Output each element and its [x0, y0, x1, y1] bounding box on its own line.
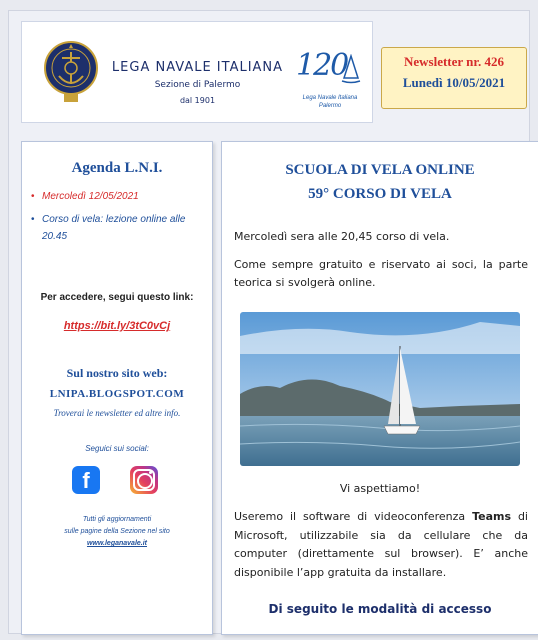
site-url-link[interactable]: LNIPA.BLOGSPOT.COM — [49, 388, 185, 400]
agenda-title: Agenda L.N.I. — [71, 160, 163, 176]
anniversary-caption: Lega Navale Italiana Palermo — [302, 95, 358, 109]
bullet-icon: • — [31, 191, 35, 202]
header-banner — [21, 21, 373, 123]
facebook-icon[interactable]: f — [72, 466, 100, 494]
photo-caption: Vi aspettiamo! — [339, 482, 421, 495]
anniversary-number: 120 — [296, 48, 348, 83]
article-paragraph: Come sempre gratuito e riservato ai soci, la parte teorica si svolgerà online. — [234, 258, 528, 289]
agenda-item: • Mercoledì 12/05/2021 — [28, 188, 208, 205]
article-paragraph: Mercoledì sera alle 20,45 corso di vela. — [234, 230, 450, 243]
lni-seal-logo — [42, 34, 100, 106]
instagram-icon[interactable] — [130, 466, 158, 494]
access-label: Per accedere, segui questo link: — [40, 292, 194, 303]
agenda-sidebar — [21, 141, 213, 635]
social-label: Seguici sui social: — [85, 444, 149, 453]
org-name: LEGA NAVALE ITALIANA — [111, 60, 284, 75]
access-link[interactable]: https://bit.ly/3tC0vCj — [63, 320, 171, 332]
org-since: dal 1901 — [179, 96, 216, 105]
org-section: Sezione di Palermo — [154, 80, 241, 90]
newsletter-date: Lunedì 10/05/2021 — [402, 75, 506, 90]
access-instructions-heading: Di seguito le modalità di accesso — [268, 602, 492, 616]
agenda-item: • Corso di vela: lezione online alle 20.45 — [28, 211, 208, 245]
bullet-icon: • — [31, 214, 35, 225]
article-paragraph: Useremo il software di videoconferenza Teams di Microsoft, utilizzabile sia da cellulare che da computer (direttamente sul browser). E’ anche disponibile l’app gratuita da installare. — [234, 510, 528, 579]
site-label: Sul nostro sito web: — [66, 366, 168, 380]
footer-note: Tutti gli aggiornamenti sulle pagine della Sezione nel sito — [64, 516, 170, 535]
anniversary-logo — [290, 44, 368, 116]
agenda-list — [28, 188, 208, 251]
site-note: Troverai le newsletter ed altre info. — [53, 408, 181, 418]
newsletter-number: Newsletter nr. 426 — [403, 54, 504, 69]
newsletter-info-box — [381, 47, 527, 109]
footer-site-link[interactable]: www.leganavale.it — [86, 540, 148, 547]
newsletter-frame — [8, 10, 530, 634]
sail-icon — [340, 54, 362, 84]
article-title: SCUOLA DI VELA ONLINE 59° CORSO DI VELA — [285, 162, 475, 202]
teams-highlight: Teams — [472, 510, 512, 523]
sailboat-photo — [240, 312, 520, 466]
main-article — [221, 141, 538, 635]
org-brand — [110, 60, 285, 105]
